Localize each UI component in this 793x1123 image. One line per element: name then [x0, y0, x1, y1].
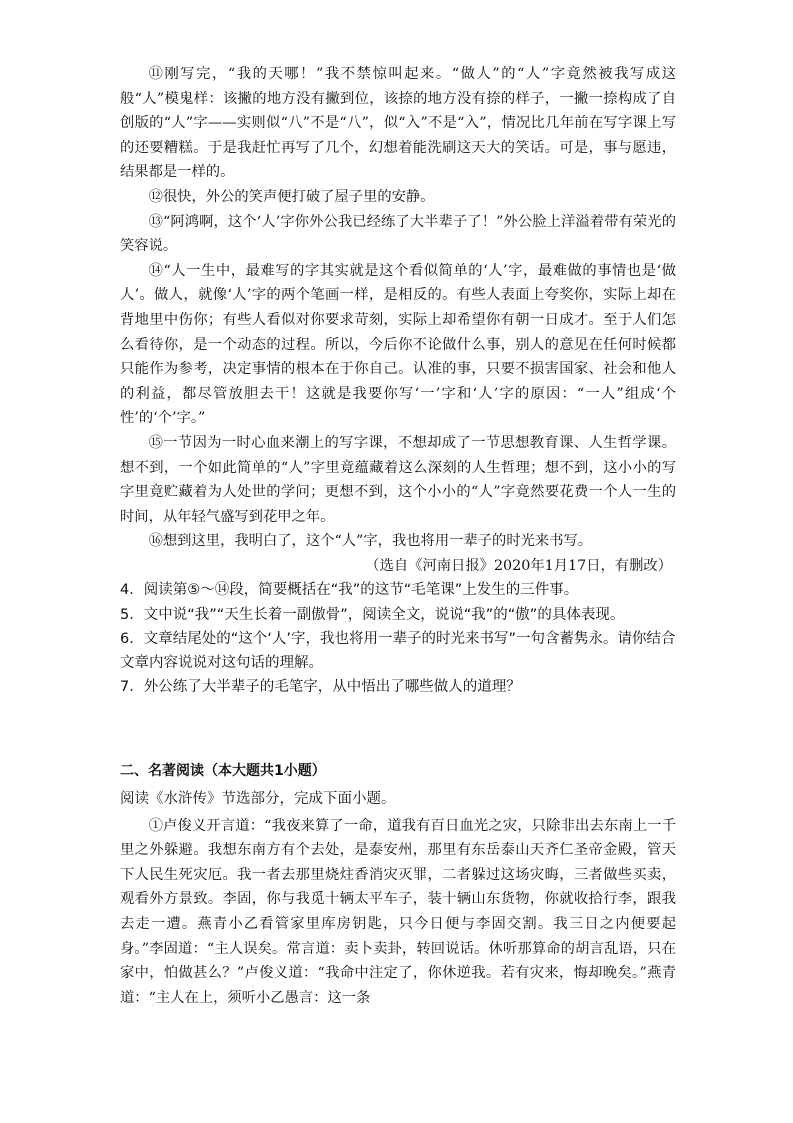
paragraph-11: ⑪刚写完，“我的天哪！”我不禁惊叫起来。“做人”的“人”字竟然被我写成这般“人”模鬼样：该撇的地方没有撇到位，该捺的地方没有捺的样子，一撇一捺构成了自创版的“人”字——实则似“八”不是“八”，似“入”不是“入”，情况比几年前在写字课上写的还要糟糕。于是我赶忙再写了几个，幻想着能洗刷这天大的笑话。可是，事与愿违，结果都是一样的。 [120, 66, 676, 181]
excerpt-paragraph-1: ①卢俊义开言道：“我夜来算了一命，道我有百日血光之灾，只除非出去东南上一千里之外躲避。我想东南方有个去处，是泰安州，那里有东岳泰山天齐仁圣帝金殿，管天下人民生死灾厄。我一者去那里烧炷香消灾灭罪，二者躲过这场灾晦，三者做些买卖，观看外方景致。李固，你与我觅十辆太平车子，装十辆山东货物，你就收拾行李，跟我去走一遭。燕青小乙看管家里库房钥匙，只今日便与李固交割。我三日之内便要起身。”李固道：“主人误矣。常言道：卖卜卖卦，转回说话。休听那算命的胡言乱语，只在家中，怕做甚么？”卢俊义道：“我命中注定了，你休逆我。若有灾来，悔却晚矣。”燕青道：“主人在上，须听小乙愚言：这一条 [120, 817, 676, 1006]
section-title: 二、名著阅读（本大题共1小题） [120, 763, 326, 780]
section-intro: 阅读《水浒传》节选部分，完成下面小题。 [120, 791, 396, 808]
paragraph-15: ⑮一节因为一时心血来潮上的写字课，不想却成了一节思想教育课、人生哲学课。想不到，一个如此简单的“人”字里竟蕴藏着这么深刻的人生哲理；想不到，这小小的写字里竟贮藏着为人处世的学问；更想不到，这个小小的“人”字竟然要花费一个人一生的时间，从年轻气盛写到花甲之年。 [120, 434, 676, 525]
question-6: 6．文章结尾处的“这个‘人’字，我也将用一辈子的时光来书写”一句含蓄隽永。请你结合文章内容说说对这句话的理解。 [120, 630, 676, 672]
paragraph-14: ⑭“人一生中，最难写的字其实就是这个看似简单的‘人’字，最难做的事情也是‘做人’。做人，就像‘人’字的两个笔画一样，是相反的。有些人表面上夸奖你，实际上却在背地里中伤你；有些人看似对你要求苛刻，实际上却希望你有朝一日成才。至于人们怎么看待你，是一个动态的过程。所以，今后你不论做什么事，别人的意见在任何时候都只能作为参考，决定事情的根本在于你自己。认准的事，只要不损害国家、社会和他人的利益，都尽管放胆去干！这就是我要你写‘一’字和‘人’字的原因：“一人”组成‘个性’的‘个’字。” [120, 262, 676, 427]
question-7: 7．外公练了大半辈子的毛笔字，从中悟出了哪些做人的道理？ [120, 679, 521, 696]
source-citation: （选自《河南日报》2020年1月17日，有删改） [365, 557, 672, 574]
question-4: 4．阅读第⑤～⑭段，简要概括在“我”的这节“毛笔课”上发生的三件事。 [120, 582, 579, 599]
paragraph-16: ⑯想到这里，我明白了，这个“人”字，我也将用一辈子的时光来书写。 [148, 533, 593, 550]
document-page [120, 62, 676, 1010]
question-5: 5．文中说“我”“天生长着一副傲骨”，阅读全文，说说“我”的“傲”的具体表现。 [120, 606, 625, 623]
paragraph-12: ⑫很快，外公的笑声便打破了屋子里的安静。 [148, 188, 435, 205]
spacer [120, 699, 676, 759]
paragraph-13: ⑬“阿鸿啊，这个‘人’字你外公我已经练了大半辈子了！”外公脸上洋溢着带有荣光的笑容说。 [120, 213, 676, 255]
